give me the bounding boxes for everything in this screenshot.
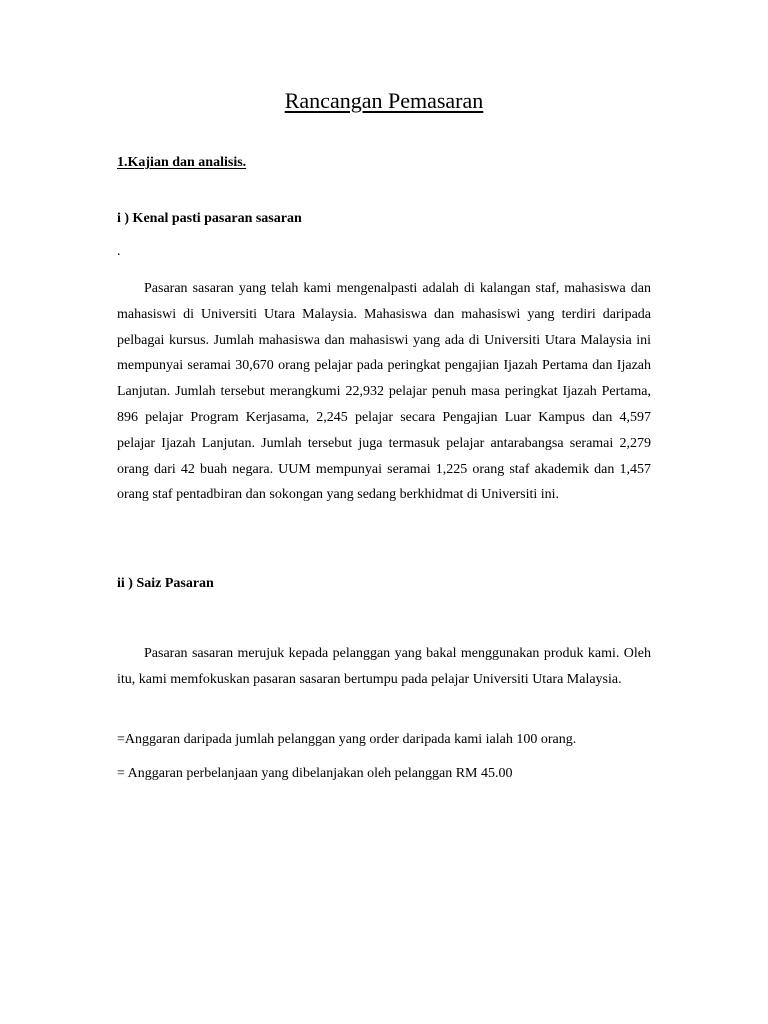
stray-dot: . (117, 244, 121, 259)
estimate-spending-line: = Anggaran perbelanjaan yang dibelanjakan oleh pelanggan RM 45.00 (117, 766, 513, 781)
subsection-heading-saiz-pasaran: ii ) Saiz Pasaran (117, 576, 214, 591)
section-heading-kajian: 1.Kajian dan analisis. (117, 155, 247, 170)
estimate-customers-line: =Anggaran daripada jumlah pelanggan yang order daripada kami ialah 100 orang. (117, 732, 577, 747)
document-title: Rancangan Pemasaran (284, 88, 484, 113)
subsection-heading-pasaran-sasaran: i ) Kenal pasti pasaran sasaran (117, 211, 302, 226)
paragraph-target-market: Pasaran sasaran yang telah kami mengenalpasti adalah di kalangan staf, mahasiswa dan mahasiswi di Universiti Utara Malaysia. Mahasiswa dan mahasiswi yang terdiri daripada pelbagai kursus. Jumlah mahasiswa dan mahasiswi yang ada di Universiti Utara Malaysia ini mempunyai seramai 30,670 orang pelajar pada peringkat pengajian Ijazah Pertama dan Ijazah Lanjutan. Jumlah tersebut merangkumi 22,932 pelajar penuh masa peringkat Ijazah Pertama, 896 pelajar Program Kerjasama, 2,245 pelajar secara Pengajian Luar Kampus dan 4,597 pelajar Ijazah Lanjutan. Jumlah tersebut juga termasuk pelajar antarabangsa seramai 2,279 orang dari 42 buah negara. UUM mempunyai seramai 1,225 orang staf akademik dan 1,457 orang staf pentadbiran dan sokongan yang sedang berkhidmat di Universiti ini. (117, 281, 651, 503)
paragraph-market-size: Pasaran sasaran merujuk kepada pelanggan yang bakal menggunakan produk kami. Oleh itu, kami memfokuskan pasaran sasaran bertumpu pada pelajar Universiti Utara Malaysia. (117, 646, 651, 687)
